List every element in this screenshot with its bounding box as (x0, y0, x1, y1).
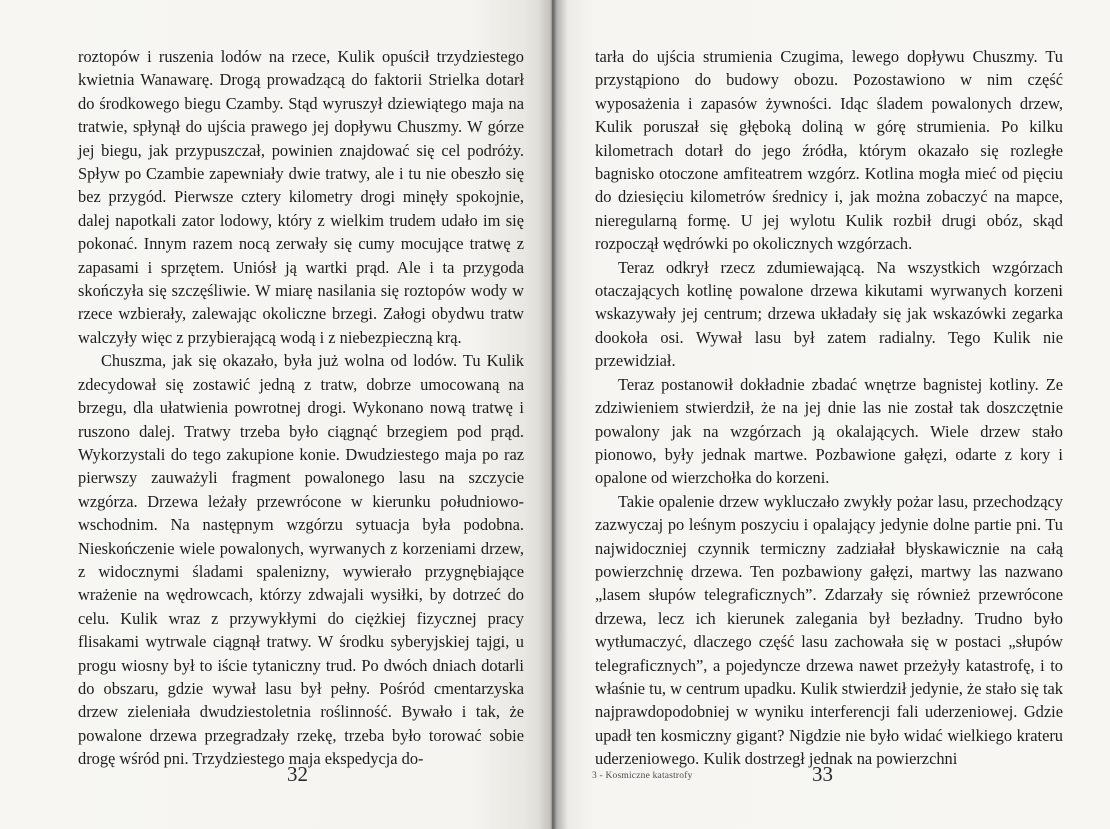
right-page-text (595, 45, 1063, 771)
left-page (0, 0, 552, 829)
left-page-text (78, 45, 524, 771)
right-paragraph-1: tarła do ujścia strumienia Czugima, lewego dopływu Chuszmy. Tu przystąpiono do budowy obozu. Pozostawiono w nim część wyposażenia i zapasów żywności. Idąc śladem powalonych drzew, Kulik poruszał się głęboką doliną w górę strumienia. Po kilku kilometrach dotarł do jego źródła, którym okazało się rozległe bagnisko otoczone amfiteatrem wzgórz. Kotlina mogła mieć od pięciu do dziesięciu kilometrów średnicy i, jak można zobaczyć na mapce, nieregularną formę. U jej wylotu Kulik rozbił drugi obóz, skąd rozpoczął wędrówki po okolicznych wzgórzach. (595, 47, 1063, 254)
right-page (552, 0, 1110, 829)
right-paragraph-4: Takie opalenie drzew wykluczało zwykły pożar lasu, przechodzący zazwyczaj po leśnym poszyciu i opalający jedynie dolne partie pni. Tu najwidoczniej czynnik termiczny zadziałał błyskawicznie na całą powierzchnię drzewa. Ten pozbawiony gałęzi, martwy las nazwano „lasem słupów telegraficznych”. Zdarzały się również przewrócone drzewa, lecz ich kierunek zalegania był bezładny. Trudno było wytłumaczyć, dlaczego część lasu zachowała się w postaci „słupów telegraficznych”, a pojedyncze drzewa nawet przeżyły katastrofę, i to właśnie tu, w centrum upadku. Kulik stwierdził jedynie, że stało się tak najprawdopodobniej w wyniku interferencji fali uderzeniowej. Gdzie upadł ten kosmiczny gigant? Nigdzie nie było widać wielkiego krateru uderzeniowego. Kulik dostrzegł jednak na powierzchni (595, 491, 1063, 769)
right-paragraph-3: Teraz postanowił dokładnie zbadać wnętrze bagnistej kotliny. Ze zdziwieniem stwierdził, że na jej dnie las nie został tak doszczętnie powalony jak na wzgórzach ją okalających. Wiele drzew stało pionowo, były jednak martwe. Pozbawione gałęzi, odarte z kory i opalone od wierzchołka do korzeni. (595, 374, 1063, 488)
left-paragraph-1: roztopów i ruszenia lodów na rzece, Kulik opuścił trzydziestego kwietnia Wanawarę. Drogą prowadzącą do faktorii Strielka dotarł do środkowego biegu Czamby. Stąd wyruszył dziewiątego maja na tratwie, spłynął do ujścia prawego jej dopływu Chuszmy. W górze jej biegu, jak przypuszczał, powinien znajdować się cel podróży. Spływ po Czambie zapewniały dwie tratwy, ale i tu nie obeszło się bez przygód. Pierwsze cztery kilometry drogi minęły spokojnie, dalej napotkali zator lodowy, który z wielkim trudem udało im się pokonać. Innym razem nocą zerwały się cumy mocujące tratwę z zapasami i sprzętem. Uniósł ją wartki prąd. Ale i ta przygoda skończyła się szczęśliwie. W miarę nasilania się roztopów wody w rzece wzbierały, zalewając okoliczne brzegi. Załogi obydwu tratw walczyły więc z przybierającą wodą i z niebezpieczną krą. (78, 47, 524, 347)
right-page-number: 33 (812, 762, 833, 786)
right-paragraph-2: Teraz odkrył rzecz zdumiewającą. Na wszystkich wzgórzach otaczających kotlinę powalone drzewa kikutami wyrwanych korzeni wskazywały jej centrum; drzewa układały się jak wskazówki zegarka dookoła osi. Wywał lasu był zatem radialny. Tego Kulik nie przewidział. (595, 257, 1063, 371)
left-page-number: 32 (287, 762, 308, 786)
chapter-footer-note: 3 - Kosmiczne katastrofy (592, 771, 693, 781)
left-paragraph-2: Chuszma, jak się okazało, była już wolna od lodów. Tu Kulik zdecydował się zostawić jedną z tratw, dobrze umocowaną na brzegu, dla ułatwienia powrotnej drogi. Wykonano nową tratwę i ruszono dalej. Tratwy trzeba było ciągnąć brzegiem pod prąd. Wykorzystali do tego zakupione konie. Dwudziestego maja po raz pierwszy zauważyli fragment powalonego lasu na szczycie wzgórza. Drzewa leżały przewrócone w kierunku południowo-wschodnim. Na następnym wzgórzu sytuacja była podobna. Nieskończenie wiele powalonych, wyrwanych z korzeniami drzew, z widocznymi śladami spalenizny, wywierało przygnębiające wrażenie na wędrowcach, którzy zdwajali wysiłki, by dotrzeć do celu. Kulik wraz z przywykłymi do ciężkiej fizycznej pracy flisakami wytrwale ciągnął tratwy. W środku syberyjskiej tajgi, u progu wiosny był to iście tytaniczny trud. Po dwóch dniach dotarli do obszaru, gdzie wywał lasu był pełny. Pośród cmentarzyska drzew zieleniała dwudziestoletnia roślinność. Bywało i tak, że powalone drzewa przegradzały rzekę, trzeba było torować sobie drogę wśród pni. Trzydziestego maja ekspedycja do- (78, 351, 524, 769)
